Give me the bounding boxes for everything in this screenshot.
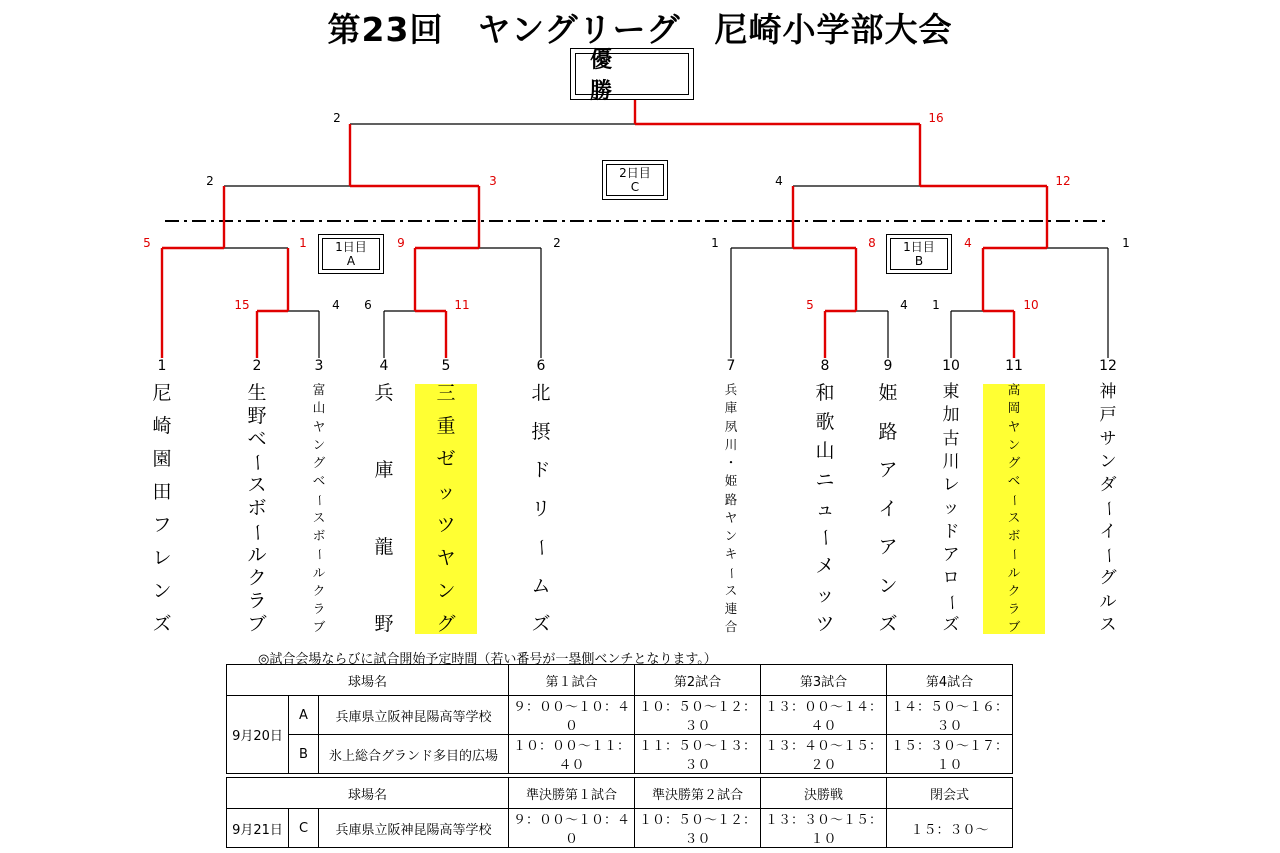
team-name-char: リ — [531, 497, 551, 520]
team-name-11 — [983, 384, 1045, 634]
venue-name: 氷上総合グランド多目的広場 — [319, 735, 509, 774]
team-name-char: 山 — [815, 439, 835, 462]
tournament-title: 第23回 ヤングリーグ 尼崎小学部大会 — [327, 10, 953, 49]
team-name-char: ン — [878, 574, 898, 597]
team-name-char: 加 — [942, 405, 960, 426]
team-number-8: 8 — [820, 358, 830, 374]
team-name-char: ム — [531, 574, 551, 597]
team-name-char: 生 — [247, 382, 267, 404]
team-name-char: ブ — [1007, 619, 1021, 635]
team-name-char: レ — [152, 547, 172, 569]
team-name-char: ベ — [247, 428, 267, 451]
team-name-char: ヤ — [312, 418, 326, 434]
team-name-char: ー — [1007, 493, 1023, 507]
team-name-char: 戸 — [1099, 405, 1117, 426]
team-name-char: グ — [1099, 568, 1117, 589]
team-name-char: ク — [1007, 582, 1021, 598]
team-name-char: ス — [312, 509, 326, 525]
team-name-char: 東 — [942, 382, 960, 402]
team-name-char: 北 — [531, 382, 551, 404]
team-name-char: 摂 — [531, 420, 551, 443]
team-name-char: 和 — [815, 382, 835, 404]
schedule-note: ◎試合会場ならびに試合開始予定時間（若い番号が一塁側ベンチとなります。） — [258, 652, 717, 667]
venue-code: C — [289, 809, 319, 848]
score-game-t3: 4 — [332, 298, 340, 312]
team-name-char: 野 — [247, 405, 267, 428]
score-r1-p45: 9 — [397, 236, 405, 250]
team-name-char: ア — [942, 545, 960, 566]
venue-code: A — [289, 696, 319, 735]
team-name-char: イ — [1099, 521, 1117, 542]
team-name-char: ブ — [312, 619, 326, 635]
score-game-t10: 1 — [932, 298, 940, 312]
time-cell: １０：００〜１１：４０ — [509, 735, 635, 774]
team-name-char: ッ — [815, 584, 835, 607]
team-name-char: 神 — [1099, 382, 1117, 402]
team-name-12 — [1100, 384, 1117, 634]
team-name-char: 姫 — [724, 473, 738, 489]
day-box-b-code: B — [914, 254, 924, 268]
date-cell: 9月21日 — [227, 809, 289, 848]
team-name-char: ズ — [531, 613, 551, 635]
score-sf-right-r: 12 — [1055, 174, 1071, 188]
team-name-char: ル — [1007, 564, 1021, 580]
team-name-char: ラ — [312, 601, 326, 617]
team-number-10: 10 — [942, 358, 960, 374]
time-cell: １５：３０〜１７：１０ — [887, 735, 1013, 774]
score-r1-p1011: 4 — [964, 236, 972, 250]
header-game-3: 第3試合 — [761, 665, 887, 696]
team-name-char: ー — [246, 453, 269, 473]
day-box-c-code: C — [630, 180, 640, 194]
team-name-char: ボ — [247, 497, 267, 520]
header-venue: 球場名 — [227, 665, 509, 696]
score-r1-p89: 8 — [868, 236, 876, 250]
score-game-t4: 6 — [364, 298, 372, 312]
team-name-char: 龍 — [374, 536, 394, 558]
team-name-char: ン — [152, 580, 172, 602]
team-name-char: サ — [1099, 428, 1117, 449]
team-name-char: ボ — [312, 528, 326, 544]
team-name-char: グ — [312, 455, 326, 471]
team-name-char: 路 — [878, 420, 898, 443]
team-name-char: ツ — [815, 613, 835, 635]
team-name-char: グ — [1007, 455, 1021, 471]
header-venue: 球場名 — [227, 778, 509, 809]
team-name-char: ド — [531, 459, 551, 481]
team-name-char: ン — [1099, 451, 1117, 472]
team-name-char: ー — [530, 537, 553, 558]
team-name-char: ブ — [247, 612, 267, 635]
team-number-1: 1 — [157, 358, 167, 374]
team-name-4 — [374, 384, 393, 634]
team-name-char: ン — [724, 528, 738, 544]
team-name-char: ツ — [436, 514, 456, 536]
venue-name: 兵庫県立阪神昆陽高等学校 — [319, 696, 509, 735]
table-row — [227, 809, 1013, 848]
team-name-char: ヤ — [1007, 418, 1021, 434]
team-name-char: ク — [247, 566, 267, 589]
team-name-char: ッ — [436, 481, 456, 503]
team-name-char: 庫 — [374, 459, 394, 481]
team-number-12: 12 — [1099, 358, 1117, 374]
team-name-char: 野 — [374, 613, 394, 635]
team-name-char: ラ — [247, 589, 267, 612]
day-box-a-day: 1日目 — [335, 240, 367, 254]
team-name-6 — [530, 382, 553, 635]
team-name-char: ベ — [312, 473, 326, 489]
table-row — [227, 696, 1013, 735]
team-name-char: 兵 — [724, 382, 738, 397]
header-game-2: 第2試合 — [635, 665, 761, 696]
team-name-char: ベ — [1007, 473, 1021, 489]
team-name-char: ー — [724, 566, 740, 580]
date-cell: 9月20日 — [227, 696, 289, 774]
team-name-char: 夙 — [724, 418, 738, 434]
team-name-char: ア — [878, 459, 898, 481]
header-semifinal-1: 準決勝第１試合 — [509, 778, 635, 809]
team-name-10 — [943, 384, 960, 634]
team-name-char: ル — [312, 564, 326, 580]
team-name-char: 高 — [1007, 382, 1021, 397]
header-game-1: 第１試合 — [509, 665, 635, 696]
team-number-6: 6 — [536, 358, 546, 374]
team-name-char: ・ — [724, 455, 738, 471]
score-game-t9: 4 — [900, 298, 908, 312]
time-cell: ９：００〜１０：４０ — [509, 809, 635, 848]
team-name-char: 兵 — [374, 382, 394, 404]
team-name-char: ー — [312, 548, 328, 561]
team-name-char: ス — [247, 474, 267, 497]
team-name-char: 古 — [942, 428, 960, 449]
team-name-char: グ — [436, 613, 456, 635]
team-name-char: ッ — [942, 498, 960, 519]
team-name-char: 川 — [724, 436, 738, 452]
team-name-char: ゼ — [436, 448, 456, 470]
team-name-char: 連 — [724, 601, 738, 617]
team-name-char: ュ — [815, 497, 835, 520]
score-game-t2: 15 — [234, 298, 250, 312]
team-number-3: 3 — [314, 358, 324, 374]
team-name-5 — [415, 384, 477, 634]
team-number-2: 2 — [252, 358, 262, 374]
header-closing: 閉会式 — [887, 778, 1013, 809]
team-name-8 — [814, 382, 837, 635]
team-name-char: レ — [942, 475, 960, 496]
team-name-char: ス — [1099, 614, 1117, 635]
team-number-11: 11 — [1005, 358, 1023, 374]
team-name-char: 三 — [436, 382, 456, 404]
time-cell: １３：４０〜１５：２０ — [761, 735, 887, 774]
header-game-4: 第4試合 — [887, 665, 1013, 696]
team-name-char: ア — [878, 536, 898, 558]
time-cell: １４：５０〜１６：３０ — [887, 696, 1013, 735]
champion-label: 優 勝 — [575, 53, 689, 95]
time-cell: １１：５０〜１３：３０ — [635, 735, 761, 774]
team-name-1 — [152, 384, 171, 634]
team-name-char: ー — [814, 528, 837, 548]
team-name-char: メ — [815, 555, 835, 578]
team-number-9: 9 — [883, 358, 893, 374]
score-sf-right-l: 4 — [775, 174, 783, 188]
team-name-char: 川 — [942, 451, 960, 472]
team-name-char: ー — [312, 493, 328, 507]
team-name-2 — [246, 382, 269, 635]
score-game-t5: 11 — [454, 298, 470, 312]
score-final-right: 16 — [928, 111, 944, 125]
team-name-char: ド — [942, 521, 960, 542]
score-sf-left-r: 3 — [489, 174, 497, 188]
team-name-3 — [313, 384, 326, 634]
team-name-char: ロ — [942, 568, 960, 589]
time-cell: １３：００〜１４：４０ — [761, 696, 887, 735]
team-name-char: 庫 — [724, 400, 738, 416]
time-cell: １０：５０〜１２：３０ — [635, 809, 761, 848]
team-number-4: 4 — [379, 358, 389, 374]
team-name-char: フ — [152, 514, 172, 536]
venue-name: 兵庫県立阪神昆陽高等学校 — [319, 809, 509, 848]
team-name-char: ー — [1007, 548, 1023, 561]
time-cell: ９：００〜１０：４０ — [509, 696, 635, 735]
team-name-char: ズ — [942, 614, 960, 635]
team-name-char: ン — [312, 436, 326, 452]
team-name-char: ニ — [815, 468, 835, 491]
day-box-b-day: 1日目 — [903, 240, 935, 254]
team-name-char: ル — [1099, 591, 1117, 612]
team-number-7: 7 — [726, 358, 736, 374]
score-game-t11: 10 — [1023, 298, 1039, 312]
team-name-char: ン — [436, 580, 456, 602]
team-name-char: ー — [1098, 547, 1119, 565]
score-r1-t1: 5 — [143, 236, 151, 250]
header-semifinal-2: 準決勝第２試合 — [635, 778, 761, 809]
score-final-left: 2 — [333, 111, 341, 125]
team-name-char: ル — [247, 543, 267, 566]
score-r1-t12: 1 — [1122, 236, 1130, 250]
team-name-char: ズ — [878, 613, 898, 635]
team-name-char: 岡 — [1007, 400, 1021, 416]
team-name-char: 路 — [724, 491, 738, 507]
team-name-char: ク — [312, 582, 326, 598]
time-cell: １５：３０〜 — [887, 809, 1013, 848]
score-r1-p23: 1 — [299, 236, 307, 250]
team-name-char: ー — [1098, 500, 1119, 518]
score-r1-t6: 2 — [553, 236, 561, 250]
team-name-char: ス — [724, 582, 738, 598]
schedule-table-day1 — [226, 664, 1013, 774]
time-cell: １３：３０〜１５：１０ — [761, 809, 887, 848]
team-number-5: 5 — [441, 358, 451, 374]
day-box-a-code: A — [346, 254, 356, 268]
team-name-char: ン — [1007, 436, 1021, 452]
time-cell: １０：５０〜１２：３０ — [635, 696, 761, 735]
team-name-char: 姫 — [878, 382, 898, 404]
team-name-char: 重 — [436, 415, 456, 437]
team-name-char: ズ — [152, 613, 172, 635]
score-r1-t7: 1 — [711, 236, 719, 250]
team-name-char: ヤ — [436, 547, 456, 569]
team-name-char: ボ — [1007, 528, 1021, 544]
team-name-char: 合 — [724, 619, 738, 635]
team-name-7 — [725, 384, 738, 634]
team-name-char: ー — [941, 593, 962, 611]
team-name-char: ス — [1007, 509, 1021, 525]
team-name-char: 田 — [152, 481, 172, 503]
team-name-char: イ — [878, 497, 898, 520]
day-box-c-day: 2日目 — [619, 166, 651, 180]
schedule-table-day2 — [226, 777, 1013, 848]
score-game-t8: 5 — [806, 298, 814, 312]
team-name-char: 山 — [312, 400, 326, 416]
team-name-char: 歌 — [815, 410, 835, 433]
team-name-char: 園 — [152, 448, 172, 470]
team-name-char: 尼 — [152, 382, 172, 404]
score-sf-left-l: 2 — [206, 174, 214, 188]
team-name-char: ダ — [1099, 475, 1117, 496]
team-name-char: 富 — [312, 382, 326, 397]
team-name-9 — [878, 384, 897, 634]
team-name-char: ヤ — [724, 509, 738, 525]
team-name-char: ラ — [1007, 601, 1021, 617]
team-name-char: 崎 — [152, 415, 172, 437]
team-name-char: ー — [246, 522, 269, 542]
header-final: 決勝戦 — [761, 778, 887, 809]
venue-code: B — [289, 735, 319, 774]
table-row — [227, 735, 1013, 774]
team-name-char: キ — [724, 546, 738, 562]
